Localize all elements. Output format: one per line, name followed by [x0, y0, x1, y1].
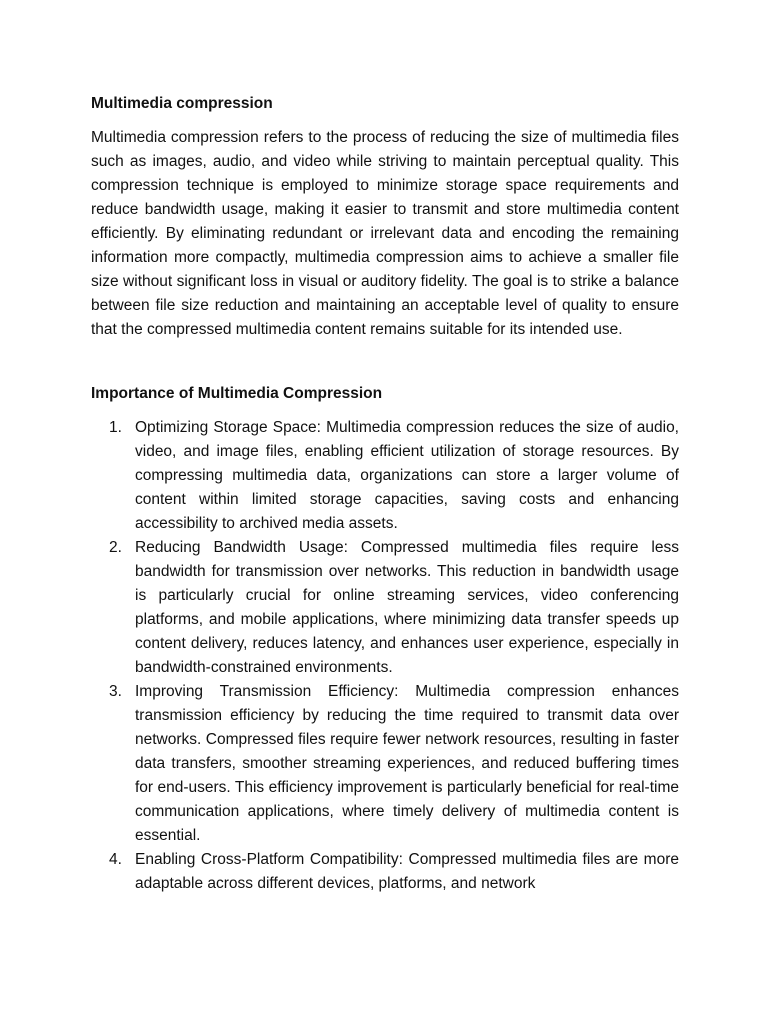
- list-item-text: Enabling Cross-Platform Compatibility: Compressed multimedia files are more adaptable across different devices, platforms, and network: [135, 851, 679, 892]
- importance-list: [91, 416, 679, 896]
- list-item-number: 4.: [109, 851, 122, 868]
- list-item: [91, 536, 679, 680]
- list-item-number: 1.: [109, 419, 122, 436]
- list-item-number: 2.: [109, 539, 122, 556]
- section-heading-multimedia-compression: Multimedia compression: [91, 95, 273, 112]
- list-item-text: Optimizing Storage Space: Multimedia compression reduces the size of audio, video, and image files, enabling efficient utilization of storage resources. By compressing multimedia data, organizations can store a larger volume of content within limited storage capacities, saving costs and enhancing accessibility to archived media assets.: [135, 419, 679, 532]
- list-item: [91, 680, 679, 848]
- list-item-number: 3.: [109, 683, 122, 700]
- list-item: [91, 416, 679, 536]
- list-item-text: Improving Transmission Efficiency: Multimedia compression enhances transmission efficiency by reducing the time required to transmit data over networks. Compressed files require fewer network resources, resulting in faster data transfers, smoother streaming experiences, and reduced buffering times for end-users. This efficiency improvement is particularly beneficial for real-time communication applications, where timely delivery of multimedia content is essential.: [135, 683, 679, 844]
- section-heading-importance: Importance of Multimedia Compression: [91, 385, 383, 402]
- list-item: [91, 848, 679, 896]
- list-item-text: Reducing Bandwidth Usage: Compressed multimedia files require less bandwidth for transmission over networks. This reduction in bandwidth usage is particularly crucial for online streaming services, video conferencing platforms, and mobile applications, where minimizing data transfer speeds up content delivery, reduces latency, and enhances user experience, especially in bandwidth-constrained environments.: [135, 539, 679, 676]
- intro-paragraph: Multimedia compression refers to the process of reducing the size of multimedia files such as images, audio, and video while striving to maintain perceptual quality. This compression technique is employed to minimize storage space requirements and reduce bandwidth usage, making it easier to transmit and store multimedia content efficiently. By eliminating redundant or irrelevant data and encoding the remaining information more compactly, multimedia compression aims to achieve a smaller file size without significant loss in visual or auditory fidelity. The goal is to strike a balance between file size reduction and maintaining an acceptable level of quality to ensure that the compressed multimedia content remains suitable for its intended use.: [91, 129, 679, 338]
- document-page: [91, 92, 679, 896]
